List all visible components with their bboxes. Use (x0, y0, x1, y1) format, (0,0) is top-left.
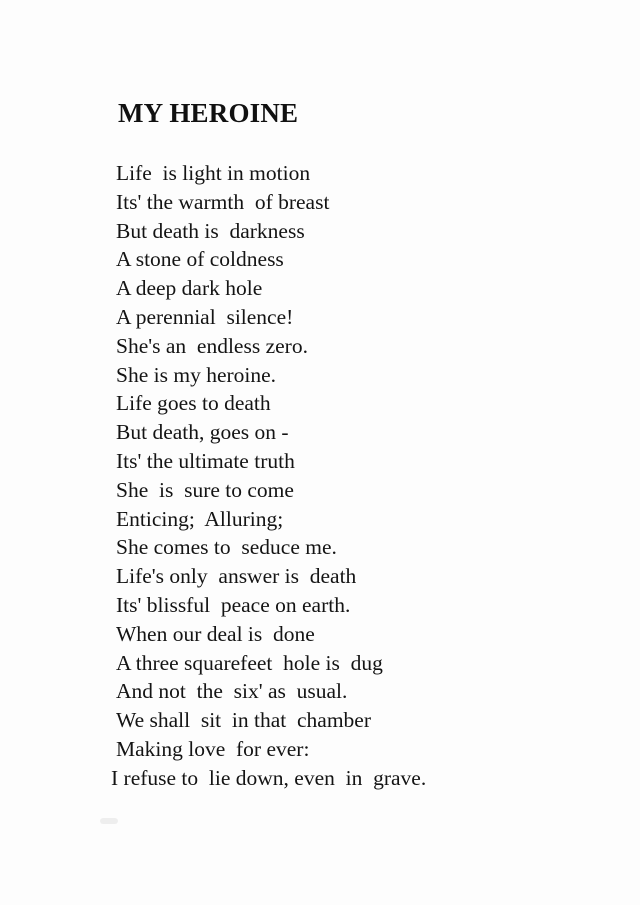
poem-line: Its' the warmth of breast (116, 189, 330, 214)
poem-line: And not the six' as usual. (116, 679, 348, 704)
poem-line: We shall sit in that chamber (116, 708, 372, 733)
poem-line: A perennial silence! (116, 304, 294, 329)
poem-line: Its' the ultimate truth (116, 448, 295, 473)
poem-title: MY HEROINE (118, 98, 299, 128)
scan-speck (100, 818, 118, 824)
poem-line: When our deal is done (116, 621, 315, 646)
poem-line: Life's only answer is death (116, 564, 357, 589)
poem-line: She is sure to come (116, 477, 294, 502)
poem-line: But death, goes on - (116, 420, 289, 445)
poem-line: But death is darkness (116, 218, 305, 243)
poem-line: I refuse to lie down, even in grave. (111, 765, 427, 790)
poem-line: Enticing; Alluring; (116, 506, 284, 531)
poem-line: She comes to seduce me. (116, 535, 337, 560)
poem-line: Life goes to death (116, 391, 271, 416)
poem-line: She's an endless zero. (116, 333, 308, 358)
poem-line: She is my heroine. (116, 362, 277, 387)
poem-line: Its' blissful peace on earth. (116, 592, 351, 617)
poem-line: Life is light in motion (116, 161, 311, 185)
poem-line: Making love for ever: (116, 736, 310, 761)
poem-line: A three squarefeet hole is dug (116, 650, 383, 675)
poem-line: A stone of coldness (116, 247, 284, 272)
poem-line: A deep dark hole (116, 276, 263, 301)
poem-body (111, 159, 426, 793)
